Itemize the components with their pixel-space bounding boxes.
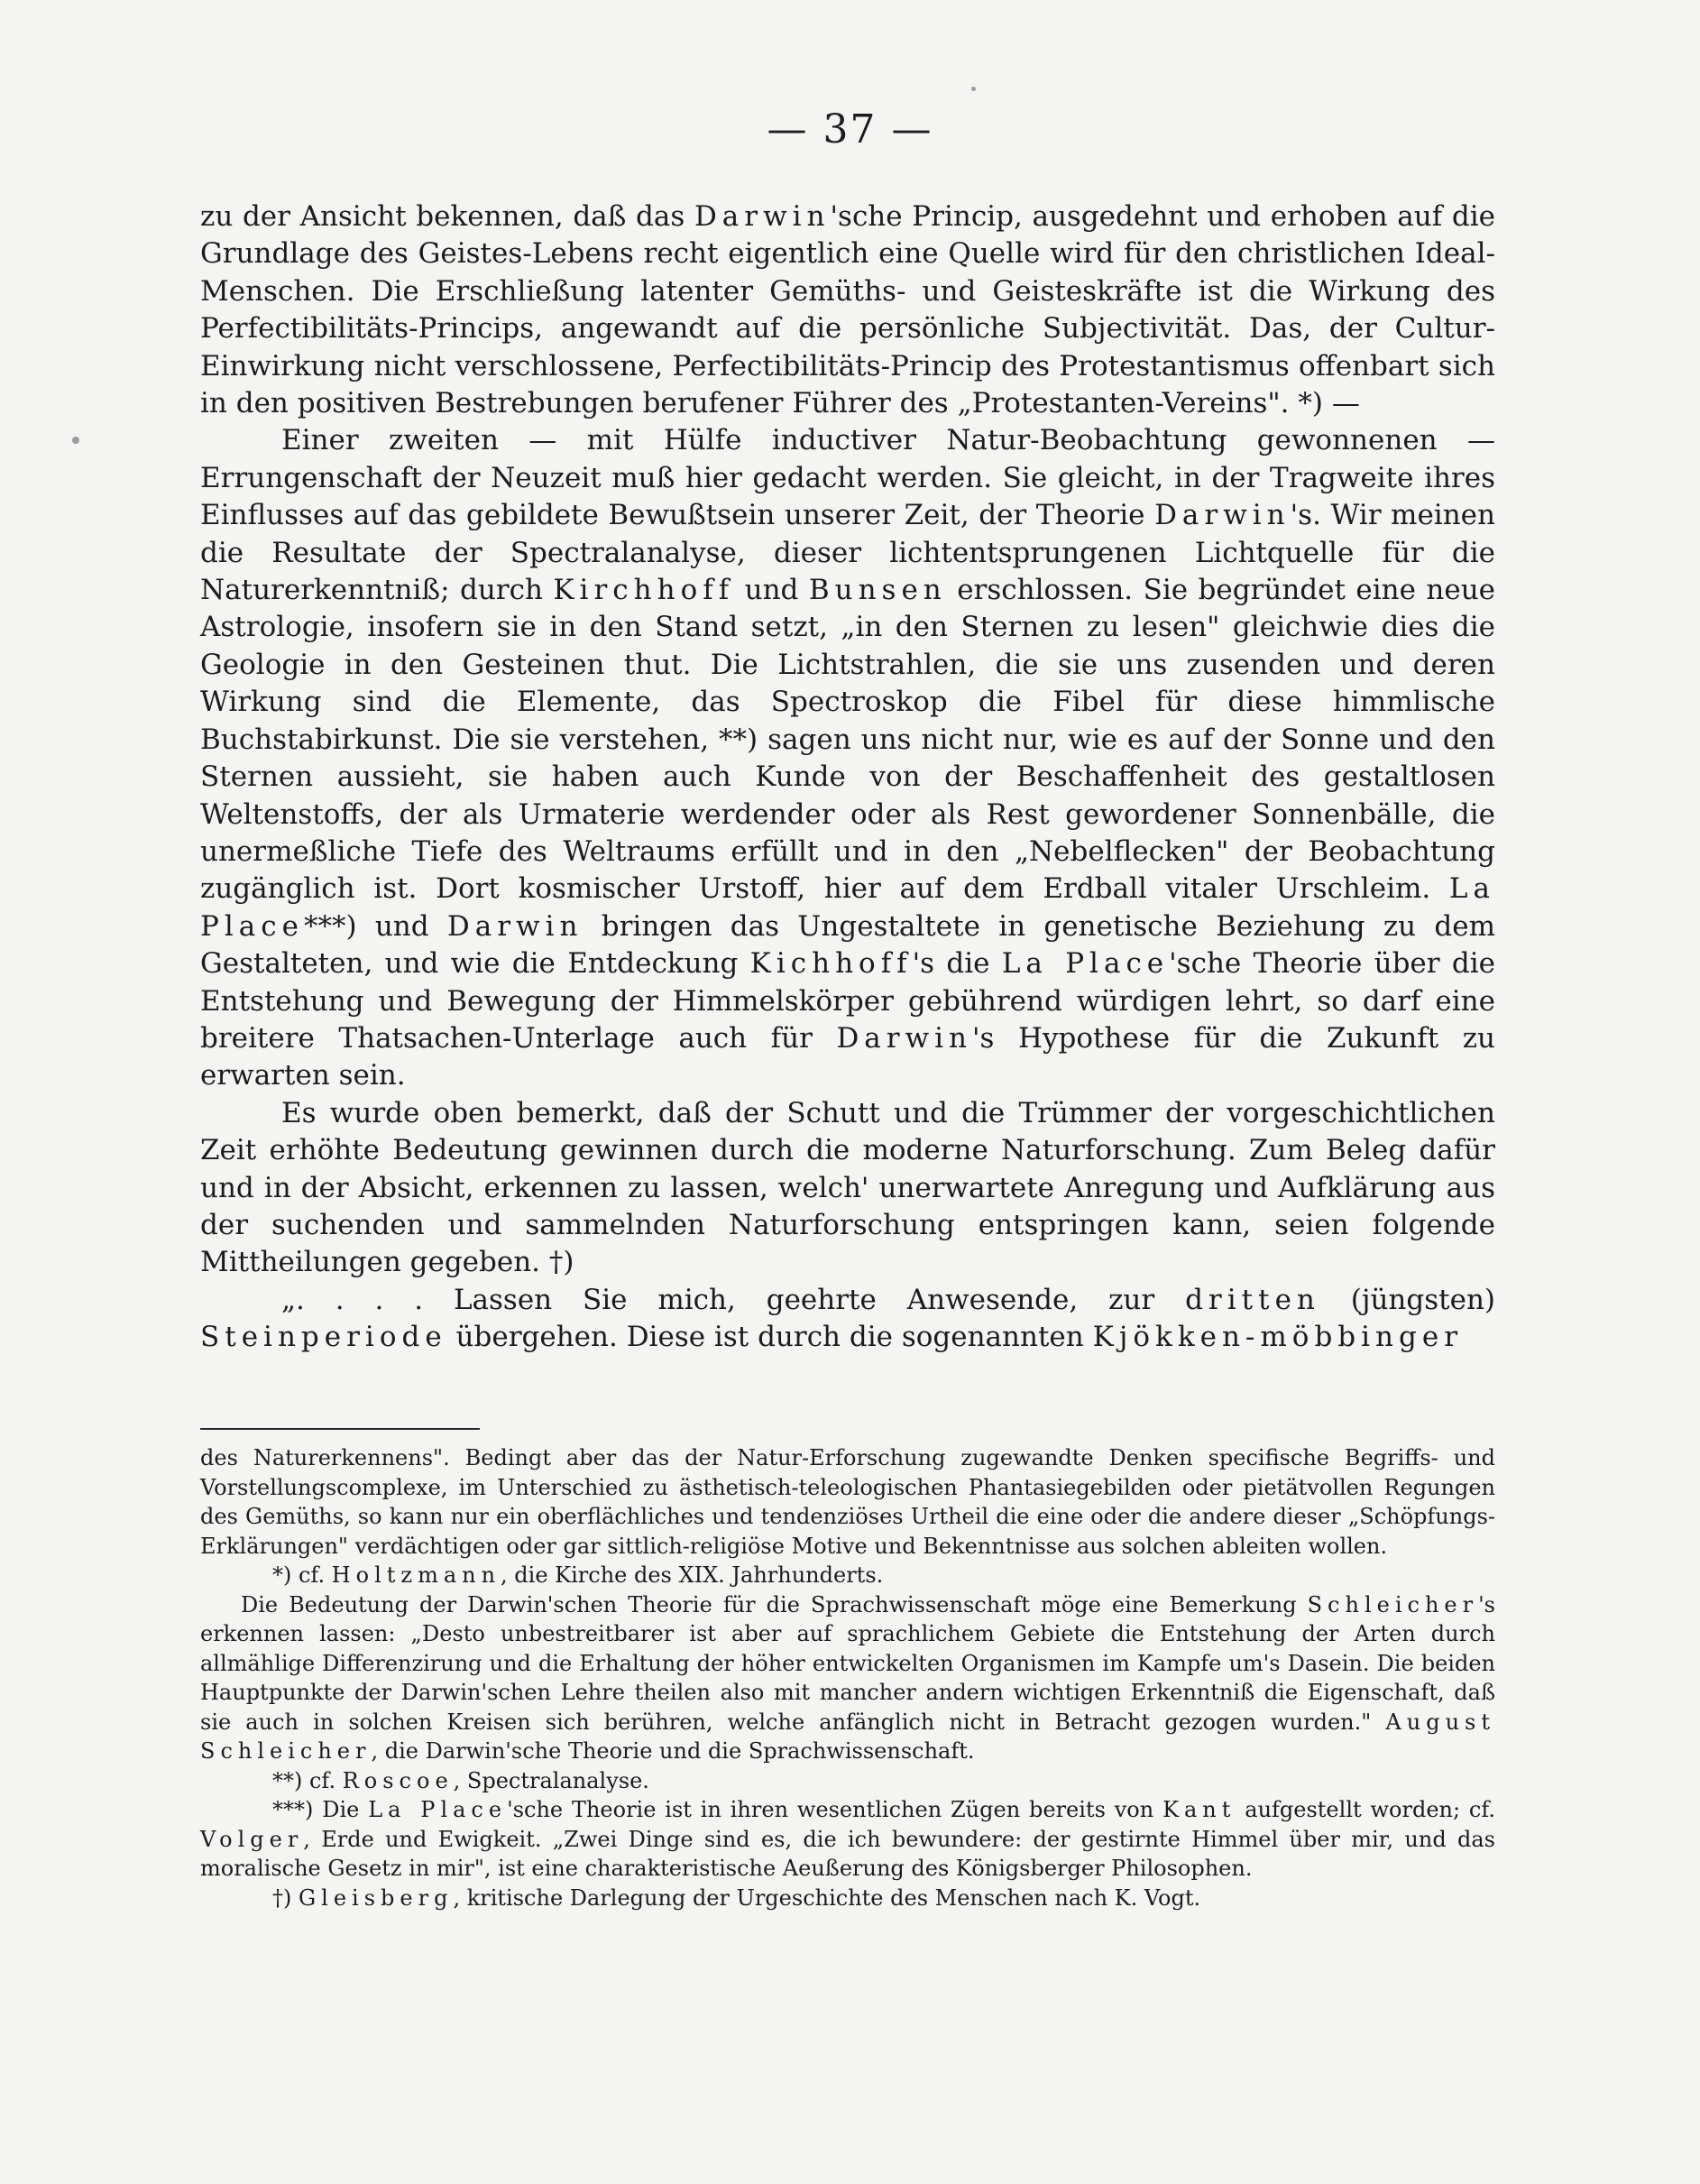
footnotes [200,1443,1495,1912]
spaced-name: Schleicher [1307,1591,1479,1617]
page-number: — 37 — [767,106,933,152]
spaced-name: Kant [1162,1797,1236,1822]
spaced-name: Gleisberg [299,1885,454,1911]
footnote: Die Bedeutung der Darwin'schen Theorie für die Sprachwissenschaft möge eine Bemerkung Schleicher's erkennen lassen: „Desto unbestreitbarer ist aber auf sprachlichem Gebiete die Entstehung der Arten durch allmählige Differenzirung und die Erhaltung der höher entwickelten Organismen im Kampfe um's Dasein. Die beiden Hauptpunkte der Darwin'schen Lehre theilen also mit mancher andern wichtigen Erkenntniß die Eigenschaft, daß sie auch in solchen Kreisen sich berühren, welche anfänglich nicht in Betracht gezogen wurden." August Schleicher, die Darwin'sche Theorie und die Sprachwissenschaft. [200,1591,1495,1764]
scan-speck [72,437,79,444]
main-text [200,198,1495,1357]
spaced-name: Volger [200,1826,304,1852]
footnote: **) cf. Roscoe, Spectralanalyse. [272,1767,649,1793]
spaced-name: Darwin [1154,499,1291,532]
scan-speck [971,87,976,91]
spaced-name: Darwin [836,1021,973,1055]
spaced-name: Darwin [446,909,584,943]
spaced-name: La Place [200,872,1495,943]
spaced-name: Darwin [694,200,831,233]
spaced-name: Kichhoff [749,947,913,981]
spaced-word: dritten [1185,1283,1320,1316]
paragraph: Einer zweiten — mit Hülfe inductiver Natur-Beobachtung gewonnenen — Errungenschaft der Neuzeit muß hier gedacht werden. Sie gleicht, in der Tragweite ihres Einflusses auf das gebildete Bewußtsein unserer Zeit, der Theorie Darwin's. Wir meinen die Resultate der Spectralanalyse, dieser lichtentsprungenen Lichtquelle für die Naturerkenntniß; durch Kirchhoff und Bunsen erschlossen. Sie begründet eine neue Astrologie, insofern sie in den Stand setzt, „in den Sternen zu lesen" gleichwie dies die Geologie in den Gesteinen thut. Die Lichtstrahlen, die sie uns zusenden und deren Wirkung sind die Elemente, das Spectroskop die Fibel für diese himmlische Buchstabirkunst. Die sie verstehen, **) sagen uns nicht nur, wie es auf der Sonne und den Sternen aussieht, sie haben auch Kunde von der Beschaffenheit des gestaltlosen Weltenstoffs, der als Urmaterie werdender oder als Rest gewordener Sonnenbälle, die unermeßliche Tiefe des Weltraums erfüllt und in den „Nebelflecken" der Beobachtung zugänglich ist. Dort kosmischer Urstoff, hier auf dem Erdball vitaler Urschleim. La Place***) und Darwin bringen das Ungestaltete in genetische Beziehung zu dem Gestalteten, und wie die Entdeckung Kichhoff's die La Place'sche Theorie über die Entstehung und Bewegung der Himmelskörper gebührend würdigen lehrt, so darf eine breitere Thatsachen-Unterlage auch für Darwin's Hypothese für die Zukunft zu erwarten sein. [200,424,1496,1092]
paragraph: zu der Ansicht bekennen, daß das Darwin'sche Princip, ausgedehnt und erhoben auf die Grundlage des Geistes-Lebens recht eigentlich eine Quelle wird für den christlichen Ideal-Menschen. Die Erschließung latenter Gemüths- und Geisteskräfte ist die Wirkung des Perfectibilitäts-Princips, angewandt auf die persönliche Subjectivität. Das, der Cultur-Einwirkung nicht verschlossene, Perfectibilitäts-Princip des Protestantismus offenbart sich in den positiven Bestrebungen berufener Führer des „Protestanten-Vereins". *) — [200,200,1495,420]
spaced-name: Roscoe [342,1767,454,1793]
footnote-rule [200,1428,480,1430]
spaced-word: Kjökken-möbbinger [1092,1321,1464,1354]
spaced-name: Bunsen [808,574,947,607]
spaced-name: Holtzmann [331,1562,501,1588]
footnote: ***) Die La Place'sche Theorie ist in ihren wesentlichen Zügen bereits von Kant aufgestellt worden; cf. Volger, Erde und Ewigkeit. „Zwei Dinge sind es, die ich bewundere: der gestirnte Himmel über mir, und das moralische Gesetz in mir", ist eine charakteristische Aeußerung des Königsberger Philosophen. [200,1797,1496,1881]
paragraph: „. . . . Lassen Sie mich, geehrte Anwesende, zur dritten (jüngsten) Steinperiode übergehen. Diese ist durch die sogenannten Kjökken-möbbinger [200,1283,1496,1354]
spaced-word: Steinperiode [200,1321,447,1354]
footnote-continuation: des Naturerkennens". Bedingt aber das der Natur-Erforschung zugewandte Denken specifische Begriffs- und Vorstellungscomplexe, im Unterschied zu ästhetisch-teleologischen Phantasiegebilden oder pietätvollen Regungen des Gemüths, so kann nur ein oberflächliches und tendenziöses Urtheil die eine oder die andere dieser „Schöpfungs-Erklärungen" verdächtigen oder gar sittlich-religiöse Motive und Bekenntnisse aus solchen ableiten wollen. [200,1445,1495,1559]
spaced-name: Kirchhoff [553,574,735,607]
spaced-name: La Place [1001,947,1170,981]
spaced-name: La Place [368,1797,508,1822]
paragraph: Es wurde oben bemerkt, daß der Schutt und die Trümmer der vorgeschichtlichen Zeit erhöhte Bedeutung gewinnen durch die moderne Naturforschung. Zum Beleg dafür und in der Absicht, erkennen zu lassen, welch' unerwartete Anregung und Aufklärung aus der suchenden und sammelnden Naturforschung entspringen kann, seien folgende Mittheilungen gegeben. †) [200,1096,1495,1279]
footnote: †) Gleisberg, kritische Darlegung der Urgeschichte des Menschen nach K. Vogt. [272,1885,1201,1911]
footnote: *) cf. Holtzmann, die Kirche des XIX. Jahrhunderts. [272,1562,884,1588]
spaced-name: August Schleicher [200,1709,1495,1764]
